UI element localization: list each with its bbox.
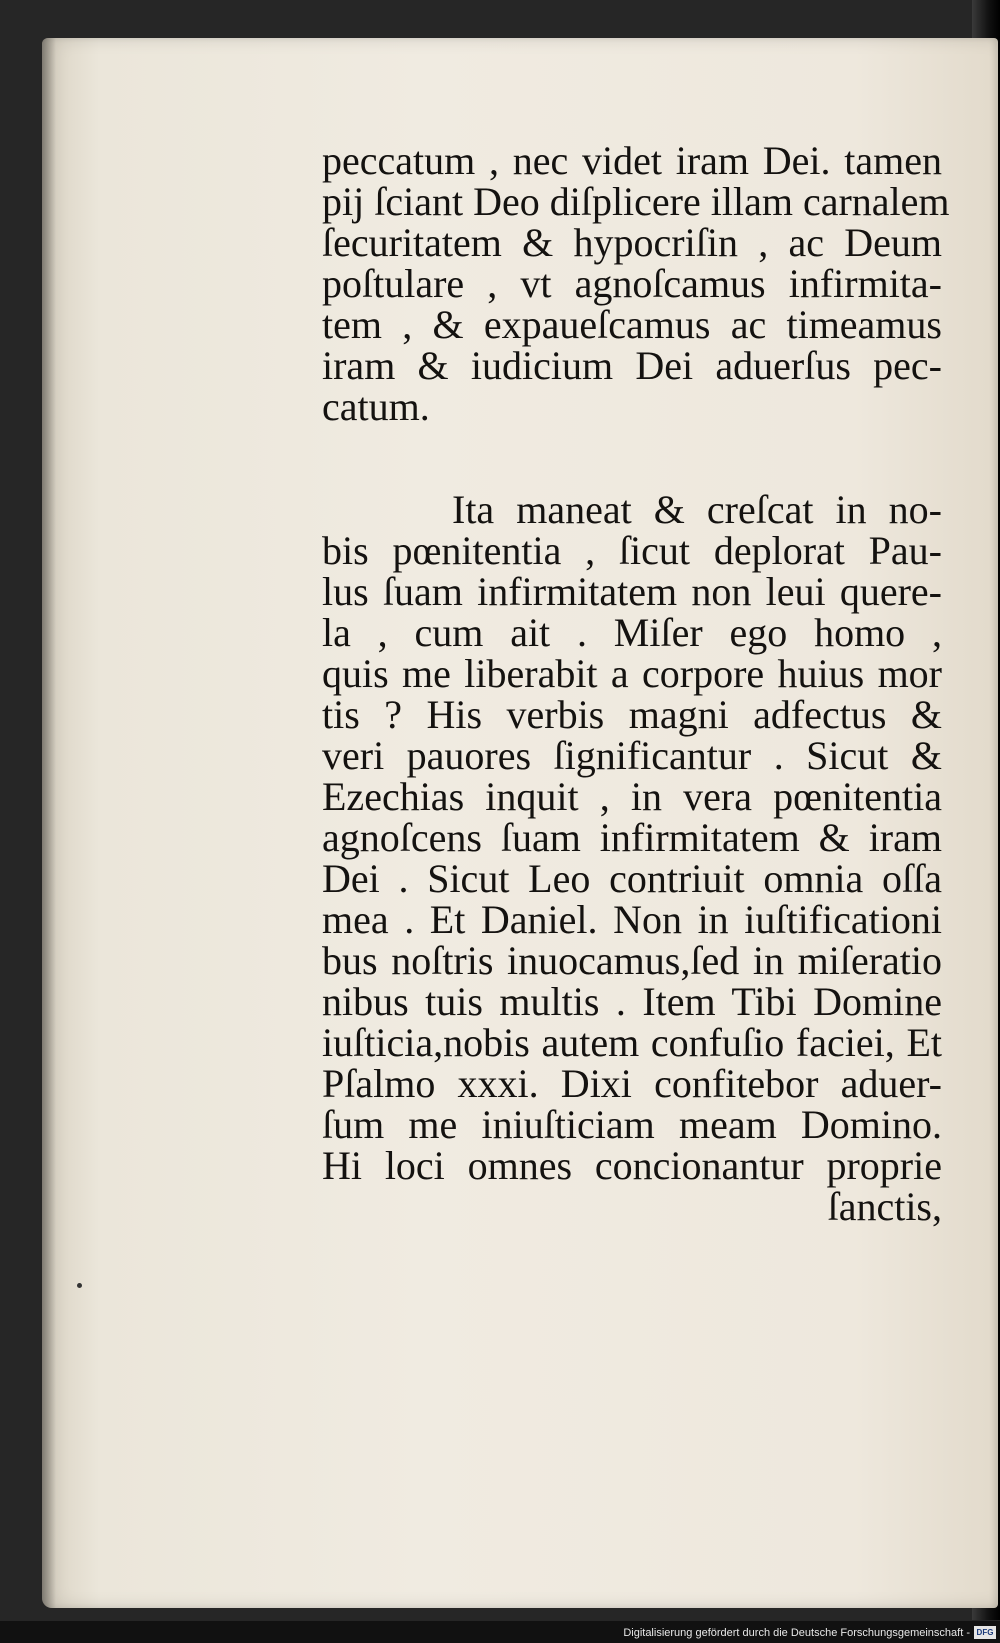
text-line: Hi loci omnes concionantur proprie [322, 1143, 942, 1188]
text-line: iuſticia,nobis autem confuſio faciei, Et [322, 1020, 942, 1065]
catchword: ſanctis, [827, 1184, 942, 1229]
funding-credit: Digitalisierung gefördert durch die Deutsche Forschungsgemeinschaft - [623, 1627, 970, 1639]
paragraph-1 [322, 138, 950, 429]
page-text [322, 138, 950, 1229]
text-line: lus ſuam infirmitatem non leui quere- [322, 569, 942, 614]
text-line: quis me liberabit a corpore huius mor [322, 651, 942, 696]
page-gutter-shadow [42, 38, 56, 1608]
paragraph-2 [322, 489, 942, 1186]
text-line: catum. [322, 384, 430, 429]
text-line: bus noſtris inuocamus,ſed in miſeratio [322, 938, 942, 983]
text-line: bis pœnitentia , ſicut deplorat Pau- [322, 528, 942, 573]
text-line: tis ? His verbis magni adfectus & [322, 692, 942, 737]
footer-bar [0, 1621, 1000, 1643]
text-line: iram & iudicium Dei aduerſus pec- [322, 343, 942, 388]
text-line: nibus tuis multis . Item Tibi Domine [322, 979, 942, 1024]
dfg-logo-icon: DFG [974, 1626, 996, 1639]
text-line: ſum me iniuſticiam meam Domino. [322, 1102, 942, 1147]
text-line: peccatum , nec videt iram Dei. tamen [322, 138, 942, 183]
text-line: Dei . Sicut Leo contriuit omnia oſſa [322, 856, 942, 901]
text-line: veri pauores ſignificantur . Sicut & [322, 733, 942, 778]
page-mark [77, 1283, 82, 1288]
text-line: pij ſciant Deo diſplicere illam carnalem [322, 179, 950, 224]
text-line: ſecuritatem & hypocriſin , ac Deum [322, 220, 942, 265]
text-line: Ezechias inquit , in vera pœnitentia [322, 774, 942, 819]
text-line: agnoſcens ſuam infirmitatem & iram [322, 815, 942, 860]
text-line: Pſalmo xxxi. Dixi confitebor aduer- [322, 1061, 942, 1106]
text-line: poſtulare , vt agnoſcamus infirmita- [322, 261, 942, 306]
text-line: mea . Et Daniel. Non in iuſtificationi [322, 897, 942, 942]
text-line: la , cum ait . Miſer ego homo , [322, 610, 942, 655]
text-line: Ita maneat & creſcat in no- [452, 487, 942, 532]
text-line: tem , & expaueſcamus ac timeamus [322, 302, 942, 347]
